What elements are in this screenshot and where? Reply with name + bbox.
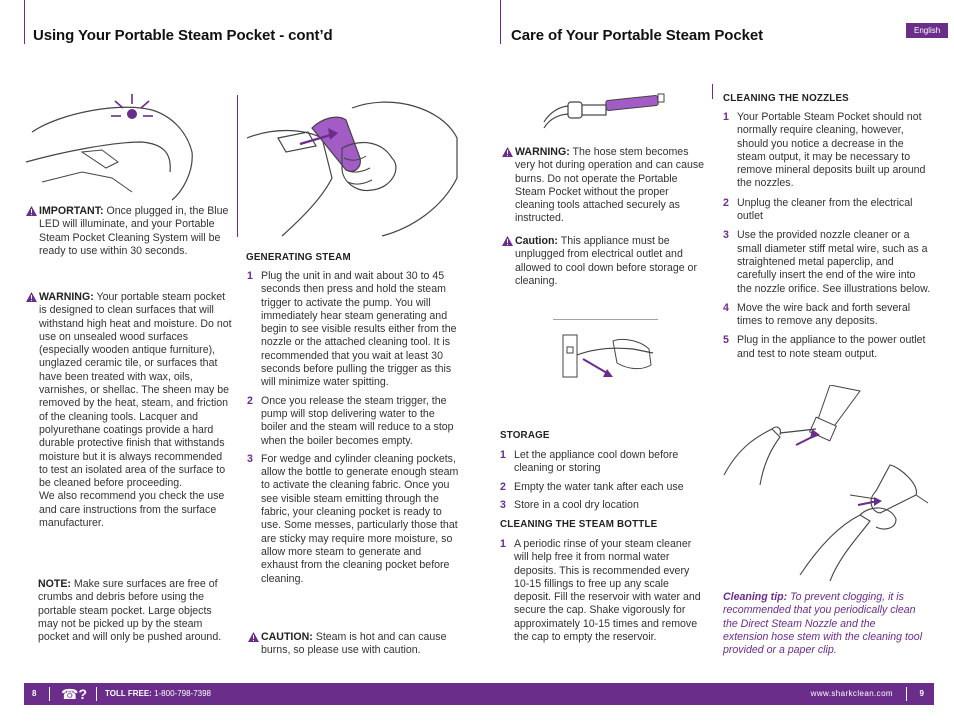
- warning-text: Your portable steam pocket is designed to clean surfaces that will withstand high heat and moisture. Do not use on unsealed wood surfaces (especially wooden antique furniture), unglazed ceramic tile, or surfaces that have been treated with wax, oils, varnishes, or shellac. The sheen may be removed by the heat, steam, and friction of the cleaning tools. Lacquer and polyurethane coatings provide a hard durable protective finish that withstands moisture but it is always recommended to test an isolated area of the surface to be cleaned before proceeding.: [39, 291, 232, 490]
- step-number: 2: [247, 394, 253, 407]
- caution-text: Steam is hot and can cause burns, so please use with caution.: [261, 631, 447, 657]
- step-number: 1: [723, 111, 729, 123]
- step-text: Use the provided nozzle cleaner or a small diameter stiff metal wire, such as a straightened metal paperclip, and carefully insert the end of the wire into the nozzle orifice. See illustrations below.: [737, 229, 931, 295]
- right-page-title: Care of Your Portable Steam Pocket: [511, 27, 763, 44]
- step-number: 1: [500, 449, 506, 461]
- step-text: Plug the unit in and wait about 30 to 45 seconds then press and hold the steam trigger to activate the pump. You will immediately hear steam generating and begin to see visible results either from the nozzle or the attached cleaning tool. It is recommended that you wait at least 30 seconds before pulling the trigger as this will minimize water spitting.: [261, 270, 457, 389]
- warning-text-2: We also recommend you check the use and care instructions from the surface manufacturer.: [39, 490, 225, 530]
- note-text: Make sure surfaces are free of crumbs and debris before using the portable steam pocket. Large objects may not be picked up by the steam pocket and will only be pushed around.: [38, 578, 222, 644]
- hose-stem-illustration: [540, 88, 670, 134]
- step-text: For wedge and cylinder cleaning pockets, allow the bottle to generate enough steam to activate the cleaning fabric. Once you see visible steam emitting through the fabric, your cleaning pocket is ready to use. Some messes, particularly those that are sticky may require more moisture, so allow more steam to generate and exhaust from the cleaning pocket before cleaning.: [261, 452, 459, 585]
- cleaning-tip: [723, 591, 923, 657]
- left-page-title: Using Your Portable Steam Pocket - cont’d: [33, 27, 333, 44]
- header-rule-left: [24, 0, 25, 44]
- tip-text: To prevent clogging, it is recommended that you periodically clean the Direct Steam Nozzle and the extension hose stem with the cleaning tool provided or a paper clip.: [723, 591, 923, 657]
- list-item: [500, 538, 705, 644]
- unplug-caution-note: [515, 235, 705, 288]
- step-text: Move the wire back and forth several times to remove any deposits.: [737, 301, 911, 328]
- step-number: 3: [723, 229, 729, 242]
- step-number: 3: [500, 498, 506, 511]
- nozzles-steps-list: [723, 111, 931, 361]
- cleaning-nozzles-heading: CLEANING THE NOZZLES: [723, 93, 849, 104]
- list-item: [723, 302, 931, 329]
- header-rule-right: [500, 0, 501, 44]
- page-number-left: 8: [32, 689, 37, 698]
- list-item: [500, 449, 705, 476]
- caution-note: [261, 631, 461, 658]
- important-label: IMPORTANT:: [39, 205, 104, 217]
- footer-separator: [906, 687, 907, 701]
- unplug-illustration: [553, 319, 658, 399]
- list-item: [723, 197, 931, 224]
- unplug-caution-label: Caution:: [515, 235, 558, 247]
- toll-free-number[interactable]: 1-800-798-7398: [154, 689, 211, 698]
- step-number: 1: [500, 538, 506, 550]
- warning-icon: [248, 632, 259, 642]
- website-link[interactable]: www.sharkclean.com: [810, 689, 893, 698]
- toll-free-label: TOLL FREE:: [105, 689, 152, 698]
- tip-label: Cleaning tip:: [723, 591, 788, 603]
- warning-label: WARNING:: [39, 291, 94, 303]
- column-rule-right: [712, 84, 713, 99]
- step-number: 2: [500, 480, 506, 493]
- caution-label: CAUTION:: [261, 631, 313, 643]
- cleaning-bottle-heading: CLEANING THE STEAM BOTTLE: [500, 519, 658, 530]
- step-text: Let the appliance cool down before cleaning or storing: [514, 449, 679, 475]
- bottle-steps-list: [500, 538, 705, 644]
- important-note: [39, 205, 232, 258]
- list-item: [247, 395, 460, 448]
- step-number: 1: [247, 270, 253, 282]
- step-number: 4: [723, 301, 729, 314]
- step-number: 2: [723, 196, 729, 209]
- warning-icon: [26, 206, 37, 216]
- step-text: Plug in the appliance to the power outlet and test to note steam output.: [737, 334, 926, 360]
- list-item: [723, 229, 931, 295]
- list-item: [723, 111, 931, 191]
- warning-icon: [502, 236, 513, 246]
- note-paragraph: [38, 578, 224, 644]
- step-text: Store in a cool dry location: [514, 498, 639, 511]
- phone-icon: ☎?: [61, 686, 87, 702]
- column-rule-left: [237, 95, 238, 237]
- unplug-caution-text: This appliance must be unplugged from electrical outlet and allowed to cool down before storage or cleaning.: [515, 235, 697, 287]
- important-text: Once plugged in, the Blue LED will illuminate, and your Portable Steam Pocket Cleaning System will be ready to use within 30 seconds.: [39, 205, 229, 257]
- steam-trigger-illustration: [242, 98, 462, 238]
- list-item: [247, 270, 460, 390]
- step-text: Empty the water tank after each use: [514, 480, 684, 493]
- generating-steam-heading: GENERATING STEAM: [246, 252, 351, 263]
- list-item: [500, 499, 705, 512]
- warning-icon: [26, 292, 37, 302]
- toll-free: [105, 689, 211, 698]
- step-number: 3: [247, 452, 253, 465]
- step-text: A periodic rinse of your steam cleaner will help free it from normal water deposits. This is recommended every 10-15 fillings to free up any scale deposit. Fill the reservoir with water and secure the cap. Shake vigorously for approximately 10-15 times and remove the cap to empty the reservoir.: [514, 538, 701, 644]
- footer-separator: [49, 687, 50, 701]
- list-item: [247, 453, 460, 586]
- hose-warning-text: The hose stem becomes very hot during operation and can cause burns. Do not operate the Portable Steam Pocket without the proper cleaning tools attached securely as instructed.: [515, 146, 705, 225]
- hose-warning-note: [515, 146, 705, 226]
- warning-icon: [502, 147, 513, 157]
- storage-heading: STORAGE: [500, 430, 550, 441]
- list-item: [500, 481, 705, 494]
- step-text: Once you release the steam trigger, the pump will stop delivering water to the boiler and the steam will reduce to a stop when the boiler becomes empty.: [261, 394, 454, 447]
- nozzle-cleaning-illustration: [720, 385, 930, 585]
- generating-steps-list: [247, 270, 460, 586]
- step-text: Your Portable Steam Pocket should not normally require cleaning, however, should you notice a decrease in the steam output, it may be necessary to remove mineral deposits built up around the nozzles.: [737, 111, 926, 190]
- list-item: [723, 334, 931, 361]
- page-number-right: 9: [919, 689, 924, 698]
- step-number: 5: [723, 334, 729, 347]
- footer-separator: [96, 687, 97, 701]
- note-label: NOTE:: [38, 578, 71, 590]
- language-badge[interactable]: English: [906, 23, 948, 38]
- footer-bar: [24, 683, 934, 705]
- hose-warning-label: WARNING:: [515, 146, 570, 158]
- warning-note: [39, 291, 232, 530]
- step-text: Unplug the cleaner from the electrical outlet: [737, 196, 913, 223]
- led-illustration: [22, 92, 220, 204]
- storage-steps-list: [500, 449, 705, 512]
